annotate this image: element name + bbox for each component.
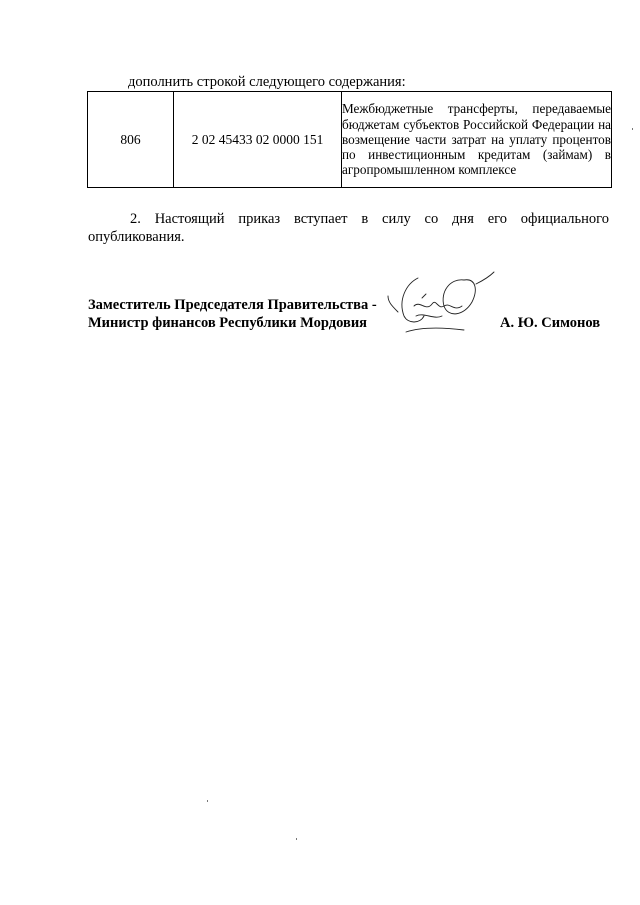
scan-speck: [207, 800, 208, 802]
intro-text: дополнить строкой следующего содержания:: [128, 74, 406, 90]
signatory-title-line2: Министр финансов Республики Мордовия: [88, 315, 368, 331]
scan-speck: [296, 838, 297, 840]
signatory-name: А. Ю. Симонов: [500, 315, 601, 331]
paragraph-2: 2. Настоящий приказ вступает в силу со дня его официального опубликования.: [88, 211, 609, 245]
code-cell: 806: [88, 92, 174, 188]
table-row: [88, 92, 612, 188]
signatory-title-line1: Заместитель Председателя Правительства -: [88, 297, 377, 313]
kbk-cell: 2 02 45433 02 0000 151: [174, 92, 342, 188]
scan-speck: [632, 128, 633, 130]
budget-table: [87, 91, 612, 188]
signatory-title: [88, 296, 377, 332]
handwritten-signature: [378, 262, 498, 342]
description-cell: Межбюджетные трансферты, передаваемые бюджетам субъектов Российской Федерации на возмещение части затрат на уплату процентов по инвестиционным кредитам (займам) в агропромышленном комплексе: [342, 92, 612, 188]
